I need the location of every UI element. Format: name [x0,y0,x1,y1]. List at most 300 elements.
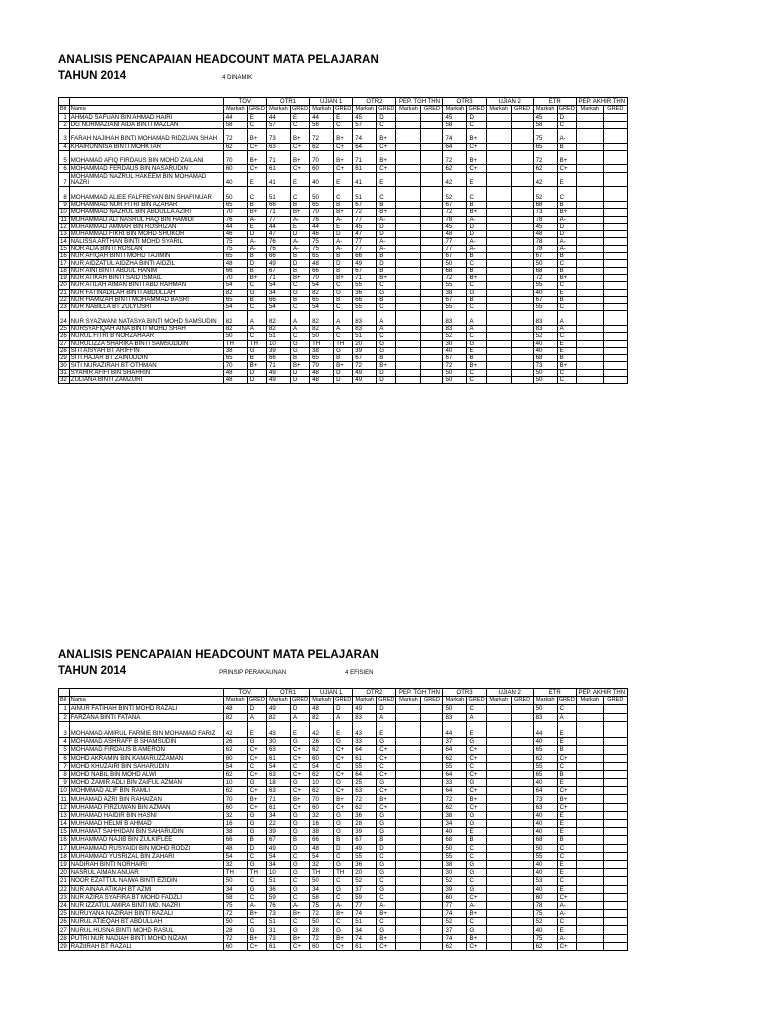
markah-cell: 68 [533,267,557,274]
gred-cell: E [334,223,353,230]
markah-cell: 74 [353,934,377,942]
markah-cell: 48 [443,231,467,238]
markah-cell [486,713,511,721]
markah-cell [396,245,421,252]
markah-cell [486,820,511,828]
table-row [59,238,628,245]
row-number: 18 [59,852,70,860]
gred-cell: G [467,811,486,819]
markah-cell [486,828,511,836]
gred-cell: B [467,253,486,260]
row-number: 28 [59,347,70,354]
gred-cell: A [557,311,576,326]
gred-cell [421,762,443,770]
gred-cell [511,304,533,311]
student-name: NOR ALIA BINTI ROSLAN [69,245,223,252]
gred-cell: B [290,267,309,274]
markah-cell: 67 [266,836,290,844]
markah-cell [486,238,511,245]
row-number: 10 [59,209,70,216]
markah-cell [396,114,421,121]
gred-cell: B+ [290,795,309,803]
markah-cell [576,150,603,165]
gred-cell: D [377,369,396,376]
gred-cell: C [290,852,309,860]
bil-header: Bil [59,106,70,114]
markah-cell: 83 [443,713,467,721]
markah-cell: 40 [443,828,467,836]
gred-cell: D [290,260,309,267]
gred-cell: C+ [290,143,309,150]
header-column-row [59,697,628,705]
markah-cell [486,260,511,267]
markah-cell: 45 [353,114,377,121]
markah-cell [486,143,511,150]
markah-cell: 62 [223,770,247,778]
markah-cell [396,267,421,274]
row-number: 16 [59,253,70,260]
table-row [59,165,628,172]
gred-cell [421,721,443,737]
gred-cell: TH [247,340,266,347]
gred-cell: A [467,325,486,332]
blank-cell [59,98,70,106]
gred-cell: B+ [377,362,396,369]
markah-header: Markah [223,106,247,114]
markah-cell [396,238,421,245]
markah-cell: 45 [443,223,467,230]
gred-cell [511,934,533,942]
gred-cell: D [467,231,486,238]
gred-cell: D [377,260,396,267]
gred-cell: B [290,296,309,303]
markah-cell: 66 [353,296,377,303]
gred-cell [603,721,627,737]
gred-cell: E [557,172,576,187]
gred-cell: B [377,201,396,208]
table-row [59,738,628,746]
gred-cell: D [334,705,353,713]
markah-cell [486,333,511,340]
table-row [59,347,628,354]
gred-cell [603,377,627,384]
table-row [59,209,628,216]
gred-cell: D [290,231,309,238]
gred-cell: C [377,877,396,885]
gred-cell: G [467,340,486,347]
gred-cell: G [290,779,309,787]
table-row [59,260,628,267]
gred-cell: B [557,296,576,303]
student-name: MOHAMAD AFIQ FIRDAUS BIN MOHD ZAILANI [69,150,223,165]
gred-cell: C+ [334,746,353,754]
markah-cell: 75 [310,901,334,909]
gred-cell: G [377,926,396,934]
markah-cell [576,128,603,143]
table-row [59,705,628,713]
markah-cell: 33 [443,779,467,787]
markah-cell: 83 [533,311,557,326]
gred-cell [511,705,533,713]
gred-cell: G [377,347,396,354]
markah-cell [396,869,421,877]
row-number: 9 [59,201,70,208]
gred-cell [421,114,443,121]
markah-cell: 64 [353,143,377,150]
gred-cell: E [247,172,266,187]
gred-cell: B+ [467,795,486,803]
gred-cell: A- [334,216,353,223]
markah-cell [396,820,421,828]
row-number: 6 [59,754,70,762]
gred-cell: G [377,860,396,868]
markah-cell: 39 [353,347,377,354]
gred-cell: B [290,253,309,260]
gred-cell: C [467,369,486,376]
gred-cell: C [247,333,266,340]
gred-cell [421,820,443,828]
table-row [59,172,628,187]
gred-cell: G [377,828,396,836]
gred-cell [603,150,627,165]
table-row [59,828,628,836]
markah-cell: 78 [533,216,557,223]
gred-cell: D [290,705,309,713]
markah-cell: 75 [223,238,247,245]
markah-cell [396,762,421,770]
table-row [59,721,628,737]
gred-header: GRED [603,106,627,114]
table-row [59,311,628,326]
gred-cell: C [557,762,576,770]
markah-cell: 38 [223,828,247,836]
markah-cell [576,795,603,803]
markah-cell: 40 [223,172,247,187]
gred-cell: C [377,304,396,311]
gred-cell: C [377,893,396,901]
row-number: 19 [59,860,70,868]
gred-header: GRED [248,696,265,703]
markah-cell: 72 [443,795,467,803]
markah-cell: 16 [223,820,247,828]
gred-cell [511,274,533,281]
student-name: SITI HAJAR BT ZAINUDDIN [69,355,223,362]
gred-cell: G [290,926,309,934]
markah-cell: 82 [266,311,290,326]
row-number: 1 [59,114,70,121]
markah-cell: 34 [223,885,247,893]
gred-cell: B+ [334,209,353,216]
gred-cell [603,304,627,311]
gred-cell: G [377,885,396,893]
table-row [59,934,628,942]
markah-cell [576,377,603,384]
gred-cell: A [377,713,396,721]
markah-cell: 48 [310,369,334,376]
markah-cell [486,355,511,362]
markah-cell: 67 [353,355,377,362]
gred-cell [421,926,443,934]
student-name: MOHAMAD FIRDAUS B AMERON [69,746,223,754]
gred-header: GRED [468,696,485,703]
markah-cell: 52 [443,187,467,202]
markah-cell: 54 [310,762,334,770]
row-number: 28 [59,934,70,942]
student-name: MUHAMAD HAIDIR BIN HASNI [69,811,223,819]
markah-cell [396,893,421,901]
row-number: 26 [59,918,70,926]
gred-cell [603,869,627,877]
markah-cell [576,289,603,296]
column-group-header: OTR1 [266,98,309,106]
row-number: 3 [59,128,70,143]
markah-cell: 83 [443,311,467,326]
gred-cell: G [334,828,353,836]
gred-cell: B [290,355,309,362]
markah-cell [486,811,511,819]
gred-cell: D [334,231,353,238]
markah-cell [396,216,421,223]
row-number: 3 [59,721,70,737]
markah-cell: 67 [533,296,557,303]
gred-cell [603,754,627,762]
markah-cell: 49 [353,844,377,852]
gred-cell: D [290,377,309,384]
gred-cell: B+ [290,910,309,918]
student-name: MOHD KHUZAIRI BIN SAHARUDIN [69,762,223,770]
gred-cell [421,223,443,230]
markah-cell: 76 [266,901,290,909]
markah-cell [576,282,603,289]
markah-cell: 73 [266,934,290,942]
markah-cell: 76 [266,245,290,252]
gred-cell: G [467,820,486,828]
gred-cell [511,893,533,901]
markah-cell: 55 [443,304,467,311]
gred-header: GRED [603,697,627,705]
gred-cell: C [290,918,309,926]
row-number: 22 [59,885,70,893]
markah-cell: 76 [266,238,290,245]
markah-cell: 39 [266,828,290,836]
gred-cell: TH [334,340,353,347]
gred-cell: C [557,852,576,860]
gred-cell: D [377,223,396,230]
row-number: 24 [59,311,70,326]
markah-cell: 72 [223,128,247,143]
gred-cell: C [290,187,309,202]
gred-cell [603,713,627,721]
markah-cell [486,362,511,369]
gred-cell: B+ [334,274,353,281]
gred-cell: D [247,369,266,376]
gred-cell: D [377,705,396,713]
gred-cell: C [377,762,396,770]
student-name: SITI NURAZIRAH BT OTHMAN [69,362,223,369]
markah-cell: 44 [310,223,334,230]
markah-cell: 77 [266,216,290,223]
gred-cell: A [467,713,486,721]
markah-cell: 57 [353,121,377,128]
gred-cell [603,779,627,787]
table-row [59,245,628,252]
markah-cell: 61 [266,942,290,950]
markah-cell [486,738,511,746]
gred-cell: C+ [377,770,396,778]
report-title: ANALISIS PENCAPAIAN HEADCOUNT MATA PELAJARAN [58,54,379,66]
gred-cell: E [290,114,309,121]
row-number: 15 [59,828,70,836]
gred-cell [421,238,443,245]
markah-cell [396,201,421,208]
gred-cell: C+ [290,803,309,811]
gred-cell: B+ [290,128,309,143]
report-year: TAHUN 2014 [58,70,127,82]
markah-cell: 49 [266,369,290,376]
gred-cell [421,311,443,326]
markah-cell [486,754,511,762]
markah-cell: 40 [533,926,557,934]
markah-cell: 67 [266,267,290,274]
markah-cell [576,340,603,347]
markah-cell: 66 [266,253,290,260]
table-row [59,114,628,121]
gred-cell: C [334,282,353,289]
student-name: MOHAMMAD NAZRUL BIN ABDULLA AZIRI [69,209,223,216]
markah-header: Markah [310,106,334,114]
gred-cell [603,260,627,267]
student-name: NURUL HUSNA BINTI MOHD RASUL [69,926,223,934]
markah-cell: 60 [310,803,334,811]
markah-cell: 53 [533,877,557,885]
markah-cell: 44 [443,721,467,737]
gred-cell [603,231,627,238]
row-number: 9 [59,779,70,787]
table-row [59,795,628,803]
gred-cell [421,369,443,376]
markah-cell: 82 [310,311,334,326]
markah-cell [396,128,421,143]
gred-cell [511,836,533,844]
gred-cell: A- [467,901,486,909]
gred-cell: A- [557,934,576,942]
gred-cell: E [557,721,576,737]
markah-cell: 34 [310,885,334,893]
markah-cell: 28 [223,926,247,934]
markah-cell [486,282,511,289]
gred-cell: G [377,869,396,877]
markah-cell [576,803,603,811]
column-group-header: PEP. AKHIR THN [576,98,627,106]
gred-cell [511,150,533,165]
markah-cell: 67 [353,836,377,844]
gred-cell: E [557,347,576,354]
markah-cell: 63 [266,746,290,754]
gred-cell: A- [377,901,396,909]
gred-cell: C+ [377,746,396,754]
markah-cell: 34 [266,289,290,296]
gred-cell: C [247,893,266,901]
gred-cell: C [377,333,396,340]
markah-cell: 58 [310,893,334,901]
gred-cell: C [247,762,266,770]
gred-cell: E [334,721,353,737]
markah-cell: 61 [353,165,377,172]
markah-cell: 68 [533,201,557,208]
gred-cell [603,746,627,754]
table-row [59,901,628,909]
gred-cell [603,770,627,778]
gred-cell [511,877,533,885]
markah-cell [396,713,421,721]
gred-cell [603,893,627,901]
gred-cell: C+ [467,165,486,172]
markah-cell [576,787,603,795]
markah-cell [486,762,511,770]
markah-cell: 63 [266,143,290,150]
gred-cell: C+ [247,143,266,150]
markah-cell: 55 [533,852,557,860]
markah-cell [576,253,603,260]
markah-cell: 66 [310,836,334,844]
markah-cell [396,860,421,868]
markah-cell [576,721,603,737]
gred-cell [421,150,443,165]
student-name: SITI AISYAH BT ARIFFIN [69,347,223,354]
gred-cell: D [467,114,486,121]
markah-cell [576,216,603,223]
markah-cell [576,223,603,230]
markah-cell: 60 [223,165,247,172]
markah-cell: 50 [223,877,247,885]
gred-cell [511,369,533,376]
gred-cell: A [467,311,486,326]
gred-cell: E [557,811,576,819]
row-number: 1 [59,705,70,713]
table-row [59,274,628,281]
markah-cell [396,811,421,819]
row-number: 11 [59,795,70,803]
gred-cell: C [247,187,266,202]
markah-cell: 26 [223,738,247,746]
gred-cell: A- [557,901,576,909]
markah-cell: 71 [266,209,290,216]
row-number: 6 [59,165,70,172]
student-name: MOHAMMAD FERDAUS BIN NASARUDIN [69,165,223,172]
markah-cell: 62 [310,143,334,150]
markah-cell: 51 [266,333,290,340]
gred-cell [421,201,443,208]
gred-cell: C+ [334,770,353,778]
markah-cell: 38 [443,860,467,868]
gred-cell [421,172,443,187]
markah-cell: 51 [266,187,290,202]
markah-cell [576,754,603,762]
gred-cell: A [334,311,353,326]
gred-cell: B [467,267,486,274]
markah-cell: 47 [353,231,377,238]
gred-cell: D [247,260,266,267]
markah-cell [576,304,603,311]
table-row [59,918,628,926]
gred-cell [603,852,627,860]
markah-cell: 51 [266,918,290,926]
markah-cell: 40 [533,340,557,347]
markah-cell: 66 [223,267,247,274]
gred-cell: C+ [467,770,486,778]
gred-cell: B [377,355,396,362]
gred-cell: E [557,289,576,296]
